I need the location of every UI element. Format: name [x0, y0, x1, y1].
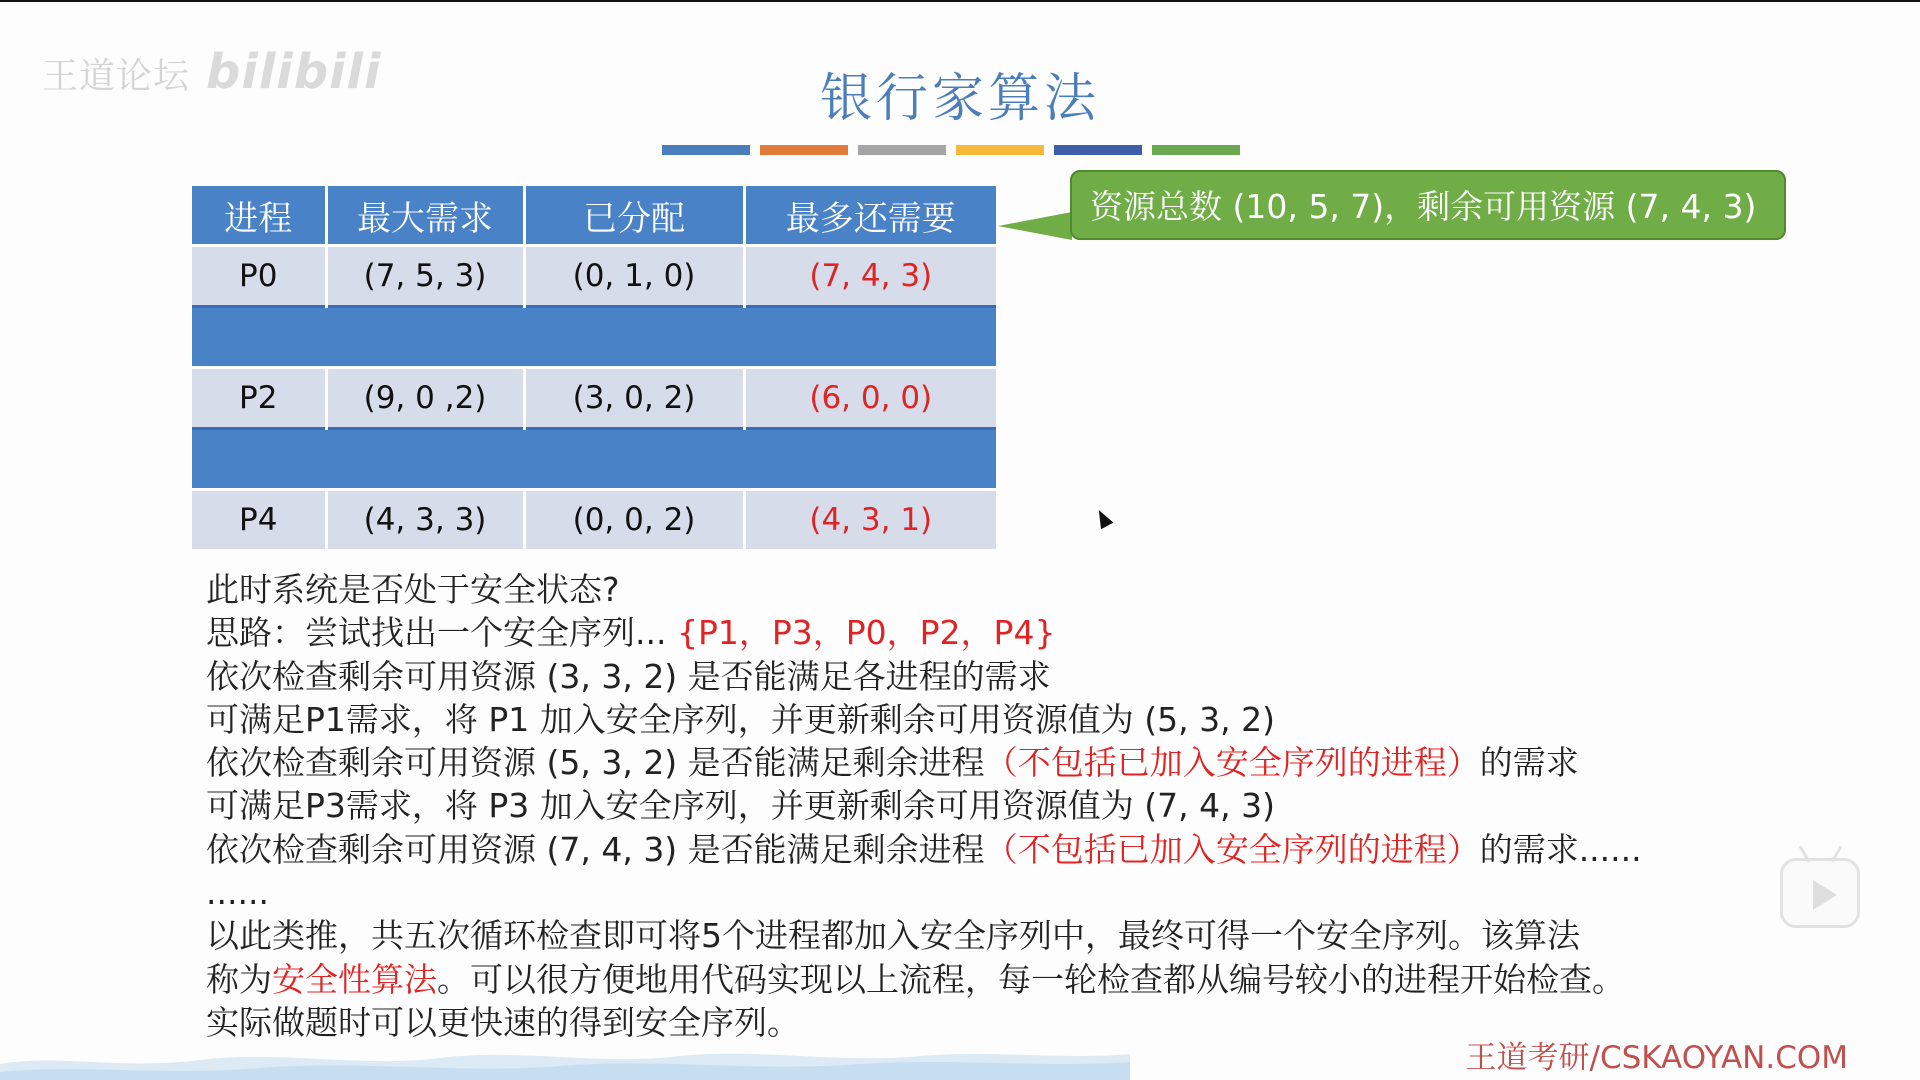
text-line: 可满足P1需求，将 P1 加入安全序列，并更新剩余可用资源值为 (5, 3, 2)	[206, 699, 1275, 739]
banker-table	[192, 186, 996, 549]
header-process: 进程	[192, 186, 326, 246]
text-line: ......	[206, 873, 269, 913]
text-line: 称为安全性算法。可以很方便地用代码实现以上流程，每一轮检查都从编号较小的进程开始检查。	[206, 959, 1625, 999]
table-row	[192, 368, 996, 429]
footer-brand: 王道考研/CSKAOYAN.COM	[1465, 1040, 1848, 1076]
cell-allocated: (3, 0, 2)	[524, 368, 744, 429]
cell-max: (4, 3, 3)	[326, 490, 524, 550]
table-header-row	[192, 186, 996, 246]
color-bar-segment	[662, 145, 750, 155]
text-line: 可满足P3需求，将 P3 加入安全序列，并更新剩余可用资源值为 (7, 4, 3)	[206, 786, 1275, 826]
table-row	[192, 246, 996, 307]
table-row-hidden	[192, 429, 996, 490]
top-border	[0, 0, 1920, 2]
header-allocated: 已分配	[524, 186, 744, 246]
play-button-ear	[1799, 845, 1811, 862]
text-line: 此时系统是否处于安全状态?	[206, 570, 620, 609]
play-icon	[1813, 880, 1837, 910]
table-row	[192, 490, 996, 550]
text-line: 思路：尝试找出一个安全序列... {P1，P3，P0，P2，P4}	[206, 613, 1056, 653]
decorative-wave	[0, 1044, 1130, 1080]
hidden-row-cover	[192, 429, 996, 490]
callout-pointer	[998, 212, 1072, 240]
highlight-note: （不包括已加入安全序列的进程）	[984, 743, 1480, 783]
cell-need: (6, 0, 0)	[744, 368, 996, 429]
table-row-hidden	[192, 307, 996, 368]
color-bar-segment	[858, 145, 946, 155]
text-line: 依次检查剩余可用资源 (5, 3, 2) 是否能满足剩余进程（不包括已加入安全序列的进程）的需求	[206, 743, 1579, 783]
explanation-text	[206, 568, 1642, 1044]
cell-max: (7, 5, 3)	[326, 246, 524, 307]
color-bar-segment	[760, 145, 848, 155]
watermark-text: 王道论坛	[42, 56, 191, 97]
cell-allocated: (0, 0, 2)	[524, 490, 744, 550]
mouse-cursor-icon	[1093, 507, 1114, 529]
highlight-term: 安全性算法	[272, 959, 437, 999]
cell-process: P4	[192, 490, 326, 550]
bilibili-logo: bilibili	[206, 44, 382, 100]
text-line: 依次检查剩余可用资源 (7, 4, 3) 是否能满足剩余进程（不包括已加入安全序列的进程）的需求......	[206, 829, 1642, 869]
highlight-note: （不包括已加入安全序列的进程）	[984, 829, 1480, 869]
text-line: 依次检查剩余可用资源 (3, 3, 2) 是否能满足各进程的需求	[206, 656, 1051, 696]
cell-allocated: (0, 1, 0)	[524, 246, 744, 307]
color-bar-segment	[956, 145, 1044, 155]
safe-sequence: {P1，P3，P0，P2，P4}	[676, 613, 1056, 653]
text-line: 以此类推，共五次循环检查即可将5个进程都加入安全序列中，最终可得一个安全序列。该算法	[206, 916, 1580, 956]
header-still-need: 最多还需要	[744, 186, 996, 246]
cell-need: (4, 3, 1)	[744, 490, 996, 550]
cell-process: P0	[192, 246, 326, 307]
slide-title: 银行家算法	[819, 69, 1100, 129]
color-bar-segment	[1054, 145, 1142, 155]
cell-max: (9, 0 ,2)	[326, 368, 524, 429]
header-max-need: 最大需求	[326, 186, 524, 246]
play-button-ear	[1831, 845, 1843, 862]
hidden-row-cover	[192, 307, 996, 368]
cell-need: (7, 4, 3)	[744, 246, 996, 307]
cell-process: P2	[192, 368, 326, 429]
play-button[interactable]	[1780, 858, 1860, 928]
text-line: 实际做题时可以更快速的得到安全序列。	[206, 1002, 800, 1042]
color-bar-segment	[1152, 145, 1240, 155]
resource-callout: 资源总数 (10, 5, 7)，剩余可用资源 (7, 4, 3)	[1070, 170, 1786, 240]
